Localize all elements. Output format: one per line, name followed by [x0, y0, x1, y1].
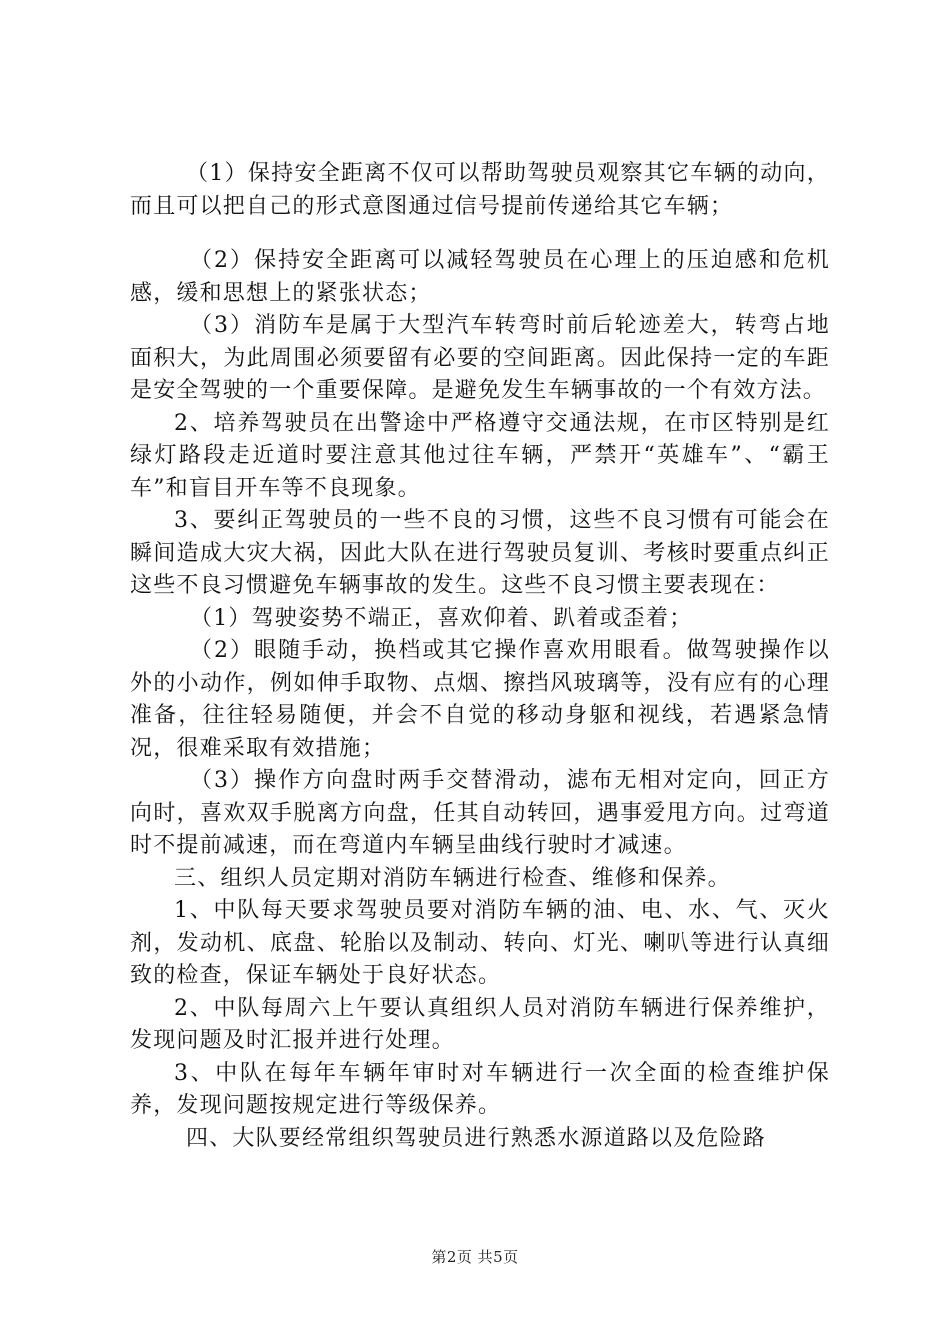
paragraph-7: （2）眼随手动，换档或其它操作喜欢用眼看。做驾驶操作以外的小动作，例如伸手取物、点烟、擦挡风玻璃等，没有应有的心理准备，往往轻易随便，并会不自觉的移动身躯和视线，若遇紧急情况，很难采取有效措施； [130, 638, 830, 761]
paragraph-9: 三、组织人员定期对消防车辆进行检查、维修和保养。 [174, 865, 731, 891]
paragraph-3: （3）消防车是属于大型汽车转弯时前后轮迹差大，转弯占地面积大，为此周围必须要留有必要的空间距离。因此保持一定的车距是安全驾驶的一个重要保障。是避免发生车辆事故的一个有效方法。 [130, 313, 830, 403]
paragraph-12: 3、中队在每年车辆年审时对车辆进行一次全面的检查维护保养，发现问题按规定进行等级保养。 [130, 1060, 830, 1118]
paragraph-10: 1、中队每天要求驾驶员要对消防车辆的油、电、水、气、灭火剂，发动机、底盘、轮胎以及制动、转向、灯光、喇叭等进行认真细致的检查，保证车辆处于良好状态。 [130, 898, 830, 988]
paragraph-13: 四、大队要经常组织驾驶员进行熟悉水源道路以及危险路 [186, 1125, 767, 1151]
paragraph-6: （1）驾驶姿势不端正，喜欢仰着、趴着或歪着； [190, 605, 693, 631]
document-body [130, 158, 830, 1155]
paragraph-4: 2、培养驾驶员在出警途中严格遵守交通法规，在市区特别是红绿灯路段走近道时要注意其他过往车辆，严禁开“英雄车”、“霸王车”和盲目开车等不良现象。 [130, 410, 830, 501]
paragraph-11: 2、中队每周六上午要认真组织人员对消防车辆进行保养维护，发现问题及时汇报并进行处理。 [130, 995, 830, 1053]
paragraph-2: （2）保持安全距离可以减轻驾驶员在心理上的压迫感和危机感，缓和思想上的紧张状态； [130, 248, 830, 306]
paragraph-8: （3）操作方向盘时两手交替滑动，滤布无相对定向，回正方向时，喜欢双手脱离方向盘，任其自动转回，遇事爱甩方向。过弯道时不提前减速，而在弯道内车辆呈曲线行驶时才减速。 [130, 768, 830, 858]
page-number-footer: 第2页 共5页 [431, 1248, 519, 1266]
paragraph-5: 3、要纠正驾驶员的一些不良的习惯，这些不良习惯有可能会在瞬间造成大灾大祸，因此大队在进行驾驶员复训、考核时要重点纠正这些不良习惯避免车辆事故的发生。这些不良习惯主要表现在： [130, 508, 830, 598]
paragraph-1: （1）保持安全距离不仅可以帮助驾驶员观察其它车辆的动向，而且可以把自己的形式意图通过信号提前传递给其它车辆； [130, 161, 830, 219]
